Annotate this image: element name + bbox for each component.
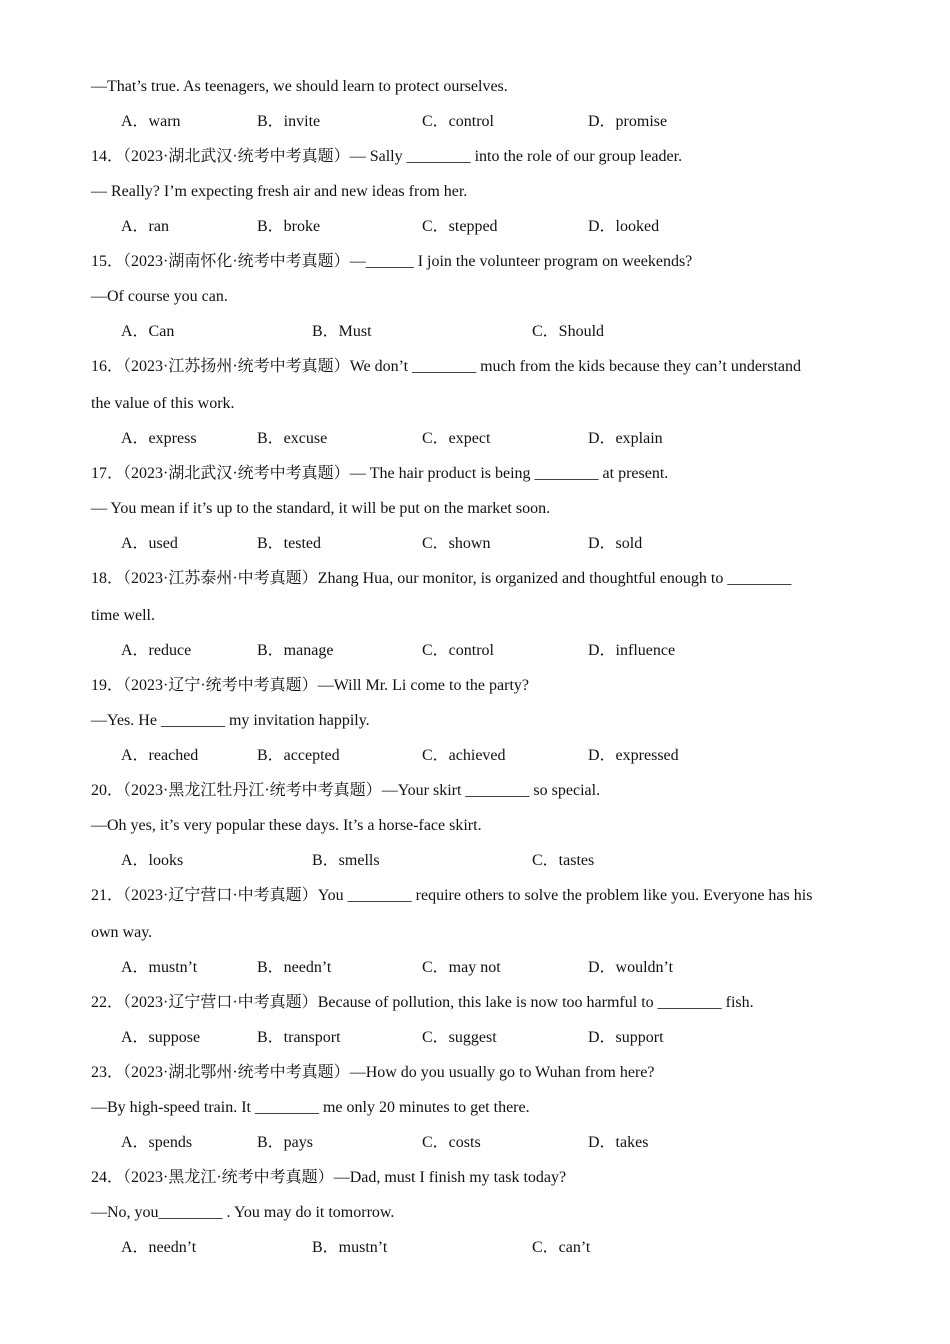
- question-number: 14．: [91, 148, 124, 165]
- question-19-reply: —Yes. He ________ my invitation happily.: [91, 712, 370, 729]
- question-number: 19．: [91, 677, 124, 694]
- option-b: B．broke: [257, 218, 321, 235]
- option-a: A．Can: [121, 323, 175, 340]
- question-17-reply: — You mean if it’s up to the standard, it will be put on the market soon.: [91, 500, 551, 517]
- question-20-reply: —Oh yes, it’s very popular these days. It’s a horse-face skirt.: [91, 817, 482, 834]
- question-number: 17．: [91, 465, 124, 482]
- option-a: A．mustn’t: [121, 959, 198, 976]
- option-d: D．support: [588, 1029, 664, 1046]
- option-c: C．control: [422, 642, 494, 659]
- question-source: （2023·江苏扬州·统考中考真题）: [123, 358, 350, 375]
- option-b: B．tested: [257, 535, 321, 552]
- question-source: （2023·辽宁·统考中考真题）: [123, 677, 318, 694]
- question-18-continuation: time well.: [91, 607, 155, 624]
- option-a: A．warn: [121, 113, 181, 130]
- question-23-stem: [91, 1063, 654, 1083]
- option-a: A．reduce: [121, 642, 192, 659]
- question-number: 20．: [91, 782, 124, 799]
- question-text: —Will Mr. Li come to the party?: [317, 677, 529, 694]
- option-a: A．ran: [121, 218, 169, 235]
- question-text: — The hair product is being ________ at present.: [349, 465, 669, 482]
- question-text: —How do you usually go to Wuhan from here?: [349, 1064, 655, 1081]
- option-a: A．spends: [121, 1134, 193, 1151]
- question-22-stem: [91, 993, 754, 1013]
- question-16-continuation: the value of this work.: [91, 395, 235, 412]
- question-20-stem: [91, 781, 600, 801]
- option-b: B．Must: [312, 323, 372, 340]
- option-c: C．Should: [532, 323, 605, 340]
- question-number: 23．: [91, 1064, 124, 1081]
- question-19-stem: [91, 676, 529, 696]
- option-a: A．express: [121, 430, 197, 447]
- option-a: A．used: [121, 535, 178, 552]
- option-d: D．explain: [588, 430, 663, 447]
- question-text: —______ I join the volunteer program on weekends?: [349, 253, 693, 270]
- question-source: （2023·辽宁营口·中考真题）: [123, 994, 318, 1011]
- option-d: D．takes: [588, 1134, 649, 1151]
- question-13-reply: —That’s true. As teenagers, we should learn to protect ourselves.: [91, 78, 508, 95]
- question-21-stem: [91, 886, 812, 906]
- question-number: 15．: [91, 253, 124, 270]
- option-b: B．transport: [257, 1029, 341, 1046]
- option-d: D．influence: [588, 642, 676, 659]
- question-source: （2023·湖北武汉·统考中考真题）: [123, 465, 350, 482]
- option-b: B．smells: [312, 852, 380, 869]
- option-d: D．expressed: [588, 747, 679, 764]
- option-c: C．costs: [422, 1134, 481, 1151]
- option-a: A．looks: [121, 852, 184, 869]
- question-number: 16．: [91, 358, 124, 375]
- question-text: You ________ require others to solve the problem like you. Everyone has his: [317, 887, 813, 904]
- option-c: C．can’t: [532, 1239, 591, 1256]
- question-source: （2023·黑龙江牡丹江·统考中考真题）: [123, 782, 382, 799]
- option-a: A．reached: [121, 747, 199, 764]
- option-d: D．sold: [588, 535, 643, 552]
- option-b: B．needn’t: [257, 959, 332, 976]
- option-d: D．promise: [588, 113, 668, 130]
- question-source: （2023·湖南怀化·统考中考真题）: [123, 253, 350, 270]
- option-c: C．achieved: [422, 747, 506, 764]
- question-text: Zhang Hua, our monitor, is organized and thoughtful enough to ________: [317, 570, 792, 587]
- question-24-reply: —No, you________ . You may do it tomorrow.: [91, 1204, 395, 1221]
- question-15-stem: [91, 252, 692, 272]
- option-c: C．tastes: [532, 852, 595, 869]
- option-b: B．excuse: [257, 430, 328, 447]
- question-source: （2023·辽宁营口·中考真题）: [123, 887, 318, 904]
- option-c: C．control: [422, 113, 494, 130]
- option-c: C．may not: [422, 959, 501, 976]
- question-16-stem: [91, 357, 801, 377]
- option-c: C．suggest: [422, 1029, 497, 1046]
- option-d: D．looked: [588, 218, 660, 235]
- question-21-continuation: own way.: [91, 924, 153, 941]
- option-b: B．invite: [257, 113, 321, 130]
- option-c: C．shown: [422, 535, 491, 552]
- option-b: B．accepted: [257, 747, 340, 764]
- question-number: 21．: [91, 887, 124, 904]
- question-17-stem: [91, 464, 668, 484]
- option-a: A．needn’t: [121, 1239, 197, 1256]
- question-23-reply: —By high-speed train. It ________ me only 20 minutes to get there.: [91, 1099, 530, 1116]
- question-number: 18．: [91, 570, 124, 587]
- question-number: 24．: [91, 1169, 124, 1186]
- question-18-stem: [91, 569, 791, 589]
- option-b: B．manage: [257, 642, 334, 659]
- option-b: B．pays: [257, 1134, 314, 1151]
- option-b: B．mustn’t: [312, 1239, 388, 1256]
- option-d: D．wouldn’t: [588, 959, 674, 976]
- question-text: —Dad, must I finish my task today?: [333, 1169, 567, 1186]
- question-source: （2023·黑龙江·统考中考真题）: [123, 1169, 334, 1186]
- question-source: （2023·江苏泰州·中考真题）: [123, 570, 318, 587]
- question-source: （2023·湖北鄂州·统考中考真题）: [123, 1064, 350, 1081]
- option-c: C．stepped: [422, 218, 498, 235]
- question-14-stem: [91, 147, 682, 167]
- question-24-stem: [91, 1168, 566, 1188]
- question-number: 22．: [91, 994, 124, 1011]
- question-text: Because of pollution, this lake is now too harmful to ________ fish.: [317, 994, 754, 1011]
- option-a: A．suppose: [121, 1029, 201, 1046]
- question-text: We don’t ________ much from the kids because they can’t understand: [349, 358, 802, 375]
- question-text: — Sally ________ into the role of our group leader.: [349, 148, 683, 165]
- question-text: —Your skirt ________ so special.: [381, 782, 601, 799]
- option-c: C．expect: [422, 430, 491, 447]
- question-source: （2023·湖北武汉·统考中考真题）: [123, 148, 350, 165]
- question-14-reply: — Really? I’m expecting fresh air and new ideas from her.: [91, 183, 468, 200]
- question-15-reply: —Of course you can.: [91, 288, 228, 305]
